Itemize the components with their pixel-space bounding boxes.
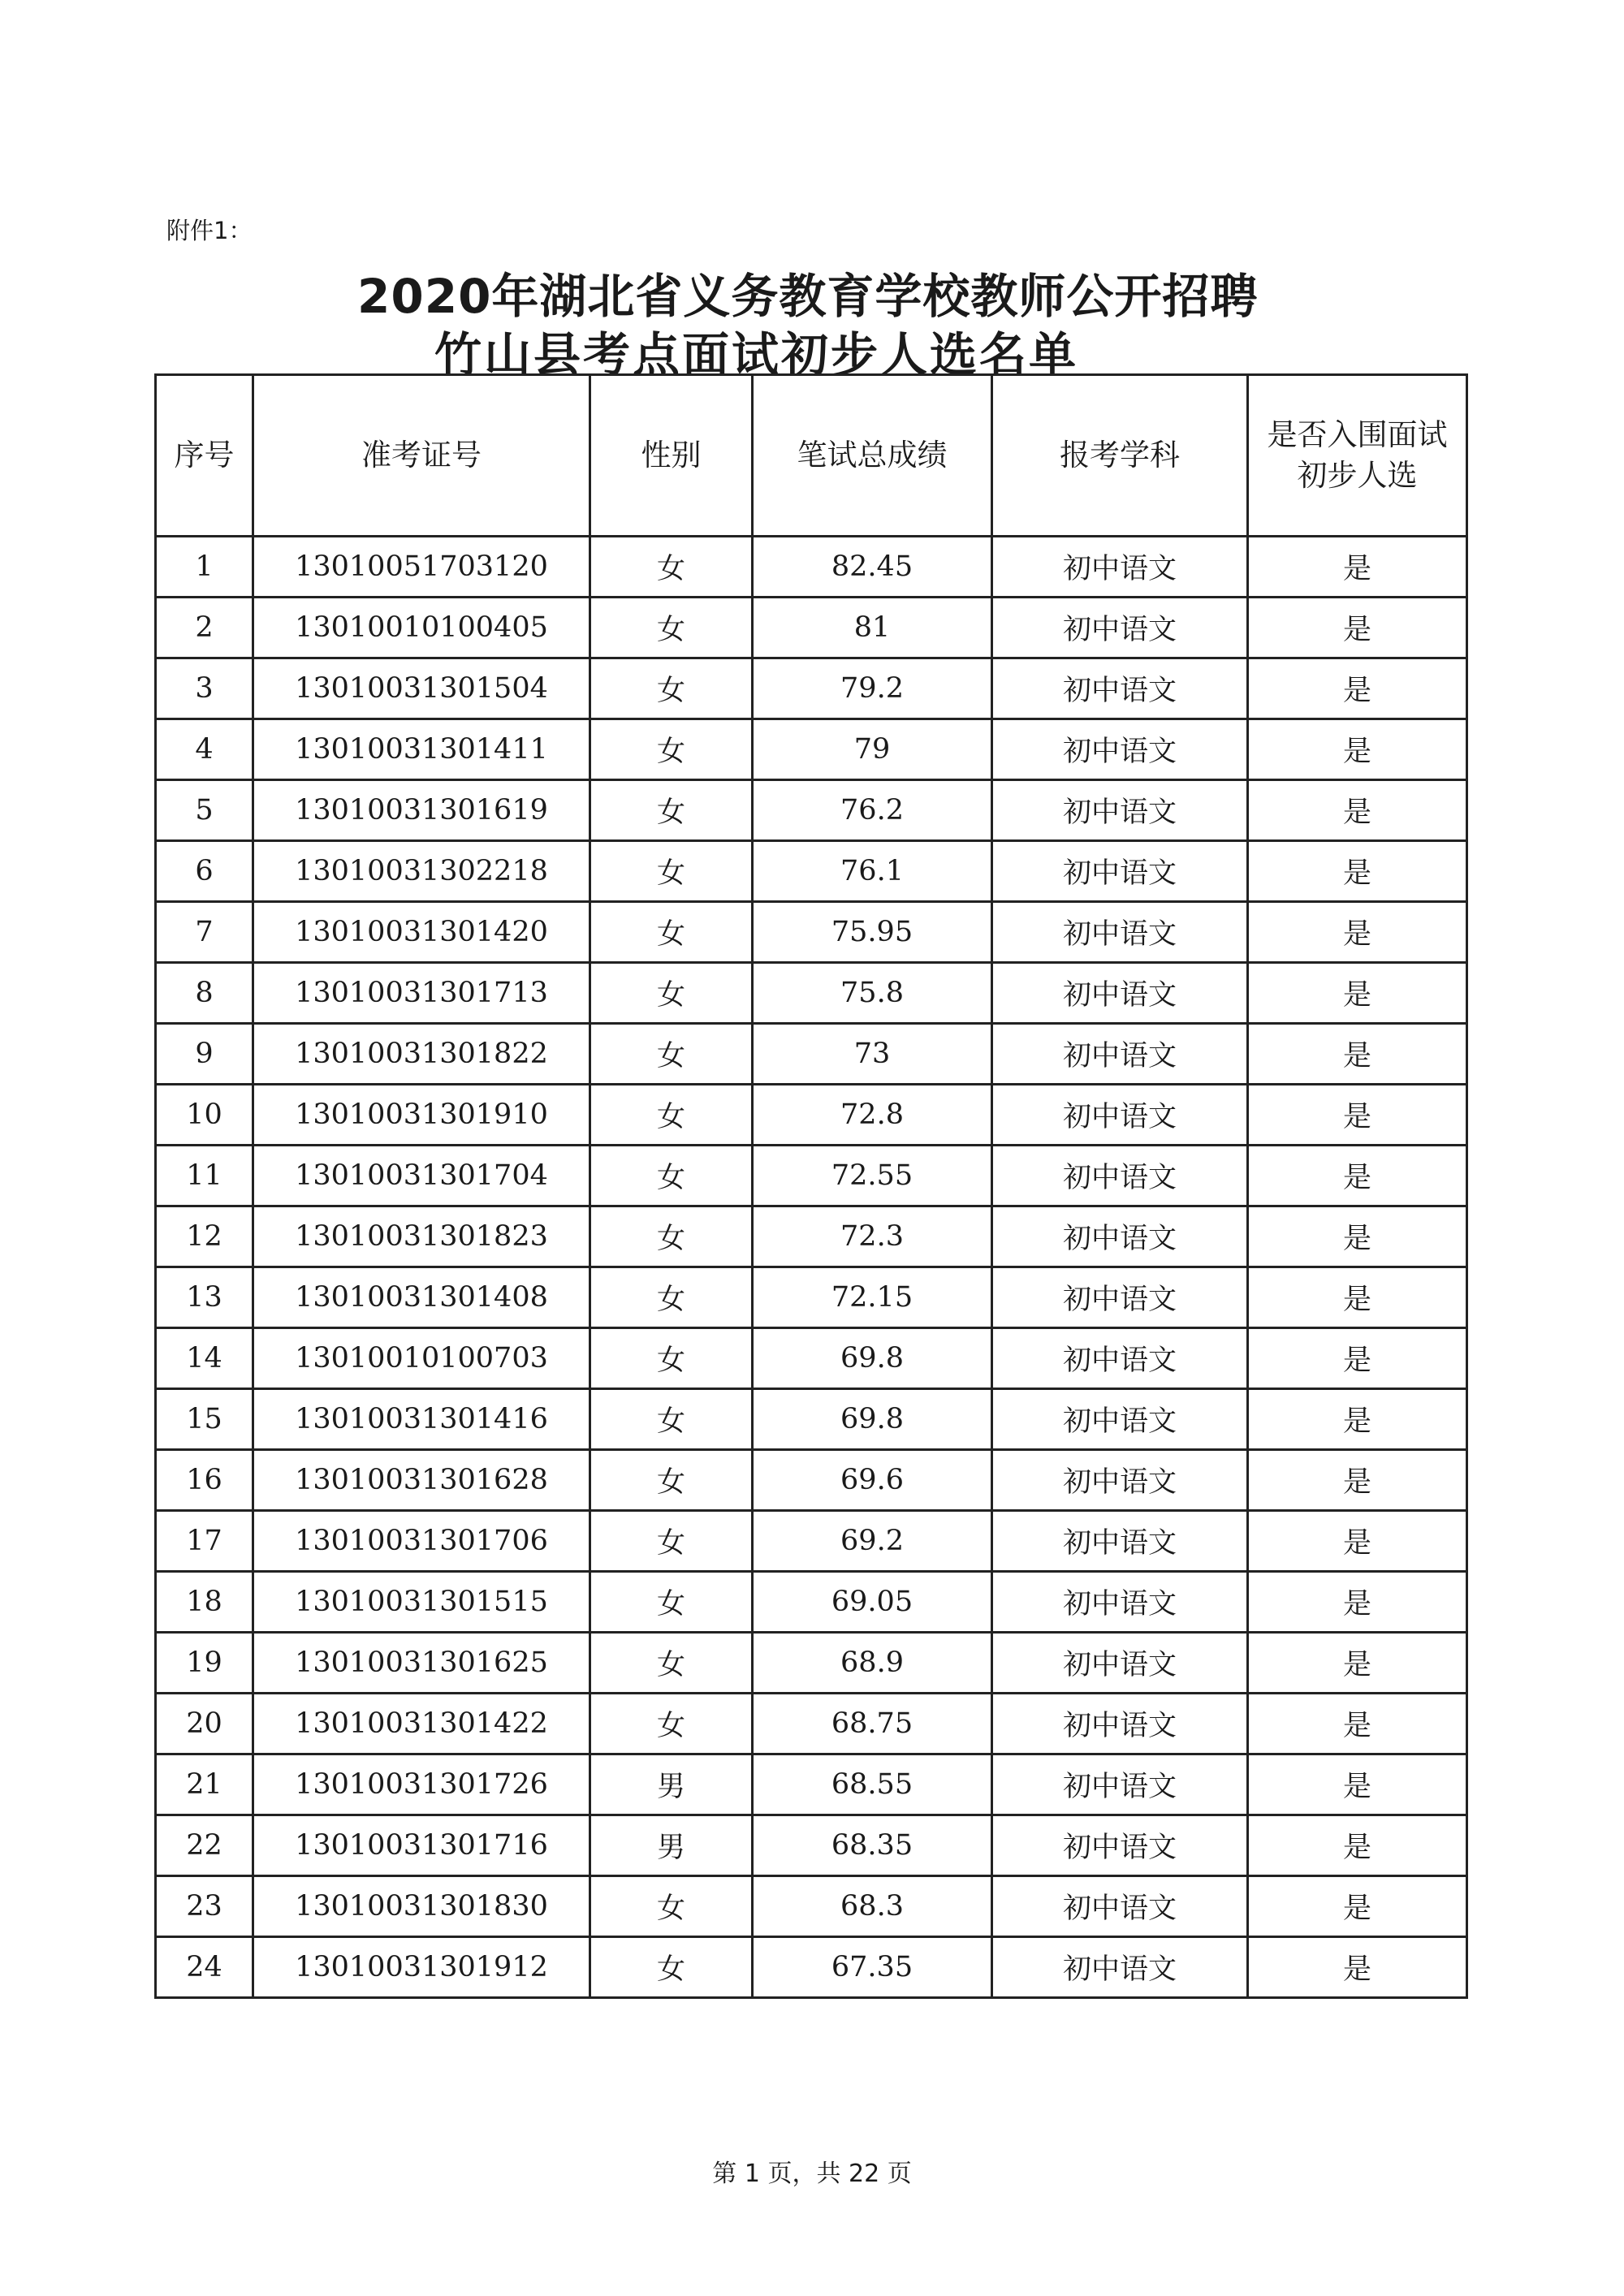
cell-selected: 是 <box>1248 780 1467 841</box>
cell-score: 81 <box>753 598 992 658</box>
cell-selected: 是 <box>1248 1146 1467 1206</box>
cell-exam-id: 13010031301822 <box>253 1024 590 1085</box>
cell-gender: 女 <box>590 1267 753 1328</box>
cell-exam-id: 13010031301706 <box>253 1511 590 1572</box>
cell-subject: 初中语文 <box>992 1511 1248 1572</box>
cell-subject: 初中语文 <box>992 1572 1248 1633</box>
cell-subject: 初中语文 <box>992 1450 1248 1511</box>
cell-exam-id: 13010031301625 <box>253 1633 590 1694</box>
cell-gender: 女 <box>590 1876 753 1937</box>
cell-score: 72.55 <box>753 1146 992 1206</box>
table-row <box>156 1633 1467 1694</box>
cell-score: 73 <box>753 1024 992 1085</box>
cell-no: 21 <box>156 1754 253 1815</box>
cell-subject: 初中语文 <box>992 841 1248 902</box>
cell-subject: 初中语文 <box>992 719 1248 780</box>
cell-score: 72.3 <box>753 1206 992 1267</box>
cell-exam-id: 13010051703120 <box>253 537 590 598</box>
cell-selected: 是 <box>1248 598 1467 658</box>
cell-exam-id: 13010031301713 <box>253 963 590 1024</box>
cell-score: 69.2 <box>753 1511 992 1572</box>
table-row <box>156 1815 1467 1876</box>
cell-gender: 女 <box>590 902 753 963</box>
cell-exam-id: 13010031301910 <box>253 1085 590 1146</box>
cell-no: 8 <box>156 963 253 1024</box>
cell-exam-id: 13010031301619 <box>253 780 590 841</box>
title-line-1: 2020年湖北省义务教育学校教师公开招聘 <box>357 269 1259 324</box>
table-row <box>156 1146 1467 1206</box>
table-row <box>156 1206 1467 1267</box>
cell-gender: 女 <box>590 1450 753 1511</box>
cell-no: 4 <box>156 719 253 780</box>
table-row <box>156 1024 1467 1085</box>
cell-exam-id: 13010031301716 <box>253 1815 590 1876</box>
cell-score: 75.8 <box>753 963 992 1024</box>
cell-gender: 女 <box>590 598 753 658</box>
cell-gender: 男 <box>590 1815 753 1876</box>
cell-exam-id: 13010031301515 <box>253 1572 590 1633</box>
cell-subject: 初中语文 <box>992 1206 1248 1267</box>
table-row <box>156 1876 1467 1937</box>
cell-no: 15 <box>156 1389 253 1450</box>
candidate-table <box>154 373 1468 1999</box>
cell-subject: 初中语文 <box>992 1267 1248 1328</box>
cell-subject: 初中语文 <box>992 1085 1248 1146</box>
cell-selected: 是 <box>1248 1754 1467 1815</box>
header-selected: 是否入围面试初步人选 <box>1248 375 1467 537</box>
cell-score: 76.2 <box>753 780 992 841</box>
cell-selected: 是 <box>1248 1876 1467 1937</box>
cell-score: 75.95 <box>753 902 992 963</box>
cell-no: 20 <box>156 1694 253 1754</box>
cell-selected: 是 <box>1248 1389 1467 1450</box>
cell-exam-id: 13010031301823 <box>253 1206 590 1267</box>
cell-gender: 女 <box>590 841 753 902</box>
table-row <box>156 1511 1467 1572</box>
cell-selected: 是 <box>1248 1815 1467 1876</box>
cell-subject: 初中语文 <box>992 658 1248 719</box>
cell-score: 68.3 <box>753 1876 992 1937</box>
cell-selected: 是 <box>1248 1450 1467 1511</box>
table-body <box>156 537 1467 1998</box>
table-row <box>156 841 1467 902</box>
cell-score: 72.8 <box>753 1085 992 1146</box>
cell-exam-id: 13010031302218 <box>253 841 590 902</box>
cell-score: 69.05 <box>753 1572 992 1633</box>
cell-no: 22 <box>156 1815 253 1876</box>
cell-selected: 是 <box>1248 1633 1467 1694</box>
title-line-2: 竹山县考点面试初步人选名单 <box>434 327 1079 382</box>
cell-score: 72.15 <box>753 1267 992 1328</box>
cell-exam-id: 13010031301726 <box>253 1754 590 1815</box>
cell-subject: 初中语文 <box>992 963 1248 1024</box>
cell-no: 7 <box>156 902 253 963</box>
cell-gender: 女 <box>590 1572 753 1633</box>
cell-score: 68.55 <box>753 1754 992 1815</box>
cell-gender: 女 <box>590 1024 753 1085</box>
cell-exam-id: 13010031301504 <box>253 658 590 719</box>
cell-no: 17 <box>156 1511 253 1572</box>
cell-selected: 是 <box>1248 1572 1467 1633</box>
cell-exam-id: 13010031301628 <box>253 1450 590 1511</box>
cell-selected: 是 <box>1248 1024 1467 1085</box>
cell-selected: 是 <box>1248 841 1467 902</box>
table-row <box>156 719 1467 780</box>
cell-selected: 是 <box>1248 658 1467 719</box>
table-row <box>156 537 1467 598</box>
cell-gender: 女 <box>590 658 753 719</box>
cell-subject: 初中语文 <box>992 1389 1248 1450</box>
cell-no: 24 <box>156 1937 253 1998</box>
cell-subject: 初中语文 <box>992 537 1248 598</box>
table-row <box>156 1267 1467 1328</box>
header-subject: 报考学科 <box>992 375 1248 537</box>
table-header-row <box>156 375 1467 537</box>
cell-no: 3 <box>156 658 253 719</box>
page-footer: 第 1 页，共 22 页 <box>712 2160 912 2188</box>
cell-selected: 是 <box>1248 1511 1467 1572</box>
cell-score: 68.35 <box>753 1815 992 1876</box>
cell-gender: 女 <box>590 1633 753 1694</box>
table-row <box>156 1450 1467 1511</box>
cell-score: 69.8 <box>753 1389 992 1450</box>
cell-exam-id: 13010031301830 <box>253 1876 590 1937</box>
table-row <box>156 780 1467 841</box>
cell-score: 69.6 <box>753 1450 992 1511</box>
table-row <box>156 1694 1467 1754</box>
cell-no: 13 <box>156 1267 253 1328</box>
cell-gender: 女 <box>590 1937 753 1998</box>
cell-no: 9 <box>156 1024 253 1085</box>
cell-gender: 女 <box>590 1328 753 1389</box>
table-row <box>156 1754 1467 1815</box>
cell-selected: 是 <box>1248 1085 1467 1146</box>
cell-score: 76.1 <box>753 841 992 902</box>
cell-no: 23 <box>156 1876 253 1937</box>
cell-gender: 男 <box>590 1754 753 1815</box>
header-score: 笔试总成绩 <box>753 375 992 537</box>
cell-no: 6 <box>156 841 253 902</box>
cell-subject: 初中语文 <box>992 780 1248 841</box>
cell-gender: 女 <box>590 1085 753 1146</box>
cell-selected: 是 <box>1248 1694 1467 1754</box>
cell-subject: 初中语文 <box>992 1694 1248 1754</box>
cell-exam-id: 13010031301411 <box>253 719 590 780</box>
cell-exam-id: 13010031301420 <box>253 902 590 963</box>
cell-subject: 初中语文 <box>992 1815 1248 1876</box>
cell-selected: 是 <box>1248 1206 1467 1267</box>
table-row <box>156 658 1467 719</box>
cell-selected: 是 <box>1248 537 1467 598</box>
cell-selected: 是 <box>1248 1937 1467 1998</box>
cell-gender: 女 <box>590 719 753 780</box>
cell-subject: 初中语文 <box>992 1328 1248 1389</box>
table-row <box>156 1085 1467 1146</box>
cell-subject: 初中语文 <box>992 1146 1248 1206</box>
cell-exam-id: 13010010100405 <box>253 598 590 658</box>
cell-subject: 初中语文 <box>992 1876 1248 1937</box>
cell-selected: 是 <box>1248 1267 1467 1328</box>
cell-exam-id: 13010031301408 <box>253 1267 590 1328</box>
cell-gender: 女 <box>590 1511 753 1572</box>
cell-subject: 初中语文 <box>992 1024 1248 1085</box>
attachment-label: 附件1： <box>166 217 253 244</box>
cell-score: 68.9 <box>753 1633 992 1694</box>
cell-exam-id: 13010010100703 <box>253 1328 590 1389</box>
cell-selected: 是 <box>1248 902 1467 963</box>
cell-no: 19 <box>156 1633 253 1694</box>
table-row <box>156 1389 1467 1450</box>
cell-selected: 是 <box>1248 719 1467 780</box>
cell-subject: 初中语文 <box>992 1633 1248 1694</box>
cell-exam-id: 13010031301912 <box>253 1937 590 1998</box>
cell-no: 11 <box>156 1146 253 1206</box>
cell-score: 82.45 <box>753 537 992 598</box>
header-exam-id: 准考证号 <box>253 375 590 537</box>
cell-subject: 初中语文 <box>992 902 1248 963</box>
cell-subject: 初中语文 <box>992 1754 1248 1815</box>
cell-no: 5 <box>156 780 253 841</box>
cell-score: 79.2 <box>753 658 992 719</box>
cell-score: 67.35 <box>753 1937 992 1998</box>
cell-gender: 女 <box>590 780 753 841</box>
cell-exam-id: 13010031301422 <box>253 1694 590 1754</box>
cell-selected: 是 <box>1248 963 1467 1024</box>
header-gender: 性别 <box>590 375 753 537</box>
cell-gender: 女 <box>590 963 753 1024</box>
cell-score: 79 <box>753 719 992 780</box>
cell-no: 10 <box>156 1085 253 1146</box>
table-row <box>156 902 1467 963</box>
cell-subject: 初中语文 <box>992 1937 1248 1998</box>
cell-gender: 女 <box>590 1694 753 1754</box>
table-row <box>156 963 1467 1024</box>
cell-score: 68.75 <box>753 1694 992 1754</box>
table-row <box>156 598 1467 658</box>
cell-no: 12 <box>156 1206 253 1267</box>
cell-no: 2 <box>156 598 253 658</box>
cell-gender: 女 <box>590 1146 753 1206</box>
cell-no: 1 <box>156 537 253 598</box>
cell-no: 18 <box>156 1572 253 1633</box>
cell-no: 14 <box>156 1328 253 1389</box>
cell-no: 16 <box>156 1450 253 1511</box>
cell-gender: 女 <box>590 537 753 598</box>
table-row <box>156 1572 1467 1633</box>
cell-score: 69.8 <box>753 1328 992 1389</box>
cell-selected: 是 <box>1248 1328 1467 1389</box>
cell-gender: 女 <box>590 1389 753 1450</box>
cell-exam-id: 13010031301416 <box>253 1389 590 1450</box>
table-row <box>156 1937 1467 1998</box>
cell-subject: 初中语文 <box>992 598 1248 658</box>
cell-gender: 女 <box>590 1206 753 1267</box>
table-row <box>156 1328 1467 1389</box>
candidate-table-wrapper <box>154 373 1466 1999</box>
header-no: 序号 <box>156 375 253 537</box>
cell-exam-id: 13010031301704 <box>253 1146 590 1206</box>
